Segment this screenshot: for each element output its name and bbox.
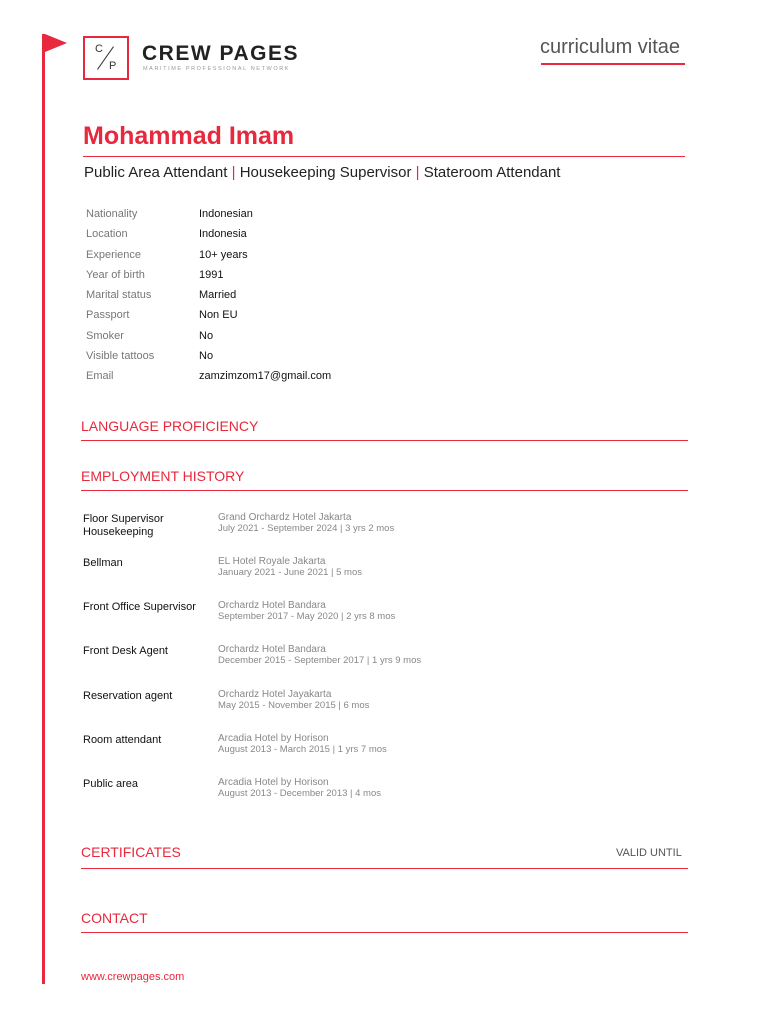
job-company: Orchardz Hotel Jayakarta [218,689,332,700]
info-value: Married [199,289,237,302]
role-separator: | [231,164,236,181]
employment-entry [83,513,683,553]
job-title: Public area [83,778,139,790]
info-label: Marital status [86,289,152,302]
job-title: Front Desk Agent [83,645,168,657]
role-3: Stateroom Attendant [423,164,561,181]
section-divider [81,932,688,933]
info-label: Location [86,228,128,241]
website-link[interactable]: www.crewpages.com [81,971,185,983]
name-divider [83,156,685,157]
job-dates: August 2013 - December 2013 | 4 mos [218,788,382,799]
job-title: Front Office Supervisor [83,601,196,613]
logo-letter-c: C [95,43,103,55]
job-dates: December 2015 - September 2017 | 1 yrs 9 mos [218,655,422,666]
info-label: Experience [86,248,142,261]
certificates-valid-until: VALID UNTIL [616,847,682,859]
email-link[interactable]: zamzimzom17@gmail.com [199,370,332,383]
brand-tagline: MARITIME PROFESSIONAL NETWORK [143,66,291,72]
flag-icon [45,34,67,52]
candidate-roles [84,164,560,181]
job-title: Room attendant [83,734,162,746]
logo-letter-p: P [109,60,117,72]
candidate-name: Mohammad Imam [83,122,295,150]
info-label: Year of birth [86,268,145,281]
job-dates: September 2017 - May 2020 | 2 yrs 8 mos [218,611,396,622]
flag-pole [42,34,45,984]
employment-entry [83,690,683,730]
document-label: curriculum vitae [540,36,681,58]
job-dates: August 2013 - March 2015 | 1 yrs 7 mos [218,744,387,755]
document-label-rule [541,63,685,65]
job-title: Bellman [83,557,123,569]
job-company: Orchardz Hotel Bandara [218,600,326,611]
section-divider [81,490,688,491]
info-value: 10+ years [199,248,248,261]
info-label: Smoker [86,329,124,342]
job-company: EL Hotel Royale Jakarta [218,556,326,567]
role-2: Housekeeping Supervisor [239,164,412,181]
section-divider [81,440,688,441]
info-label: Visible tattoos [86,350,155,363]
employment-entry [83,601,683,641]
section-divider [81,868,688,869]
info-value: Indonesia [199,228,247,241]
job-company: Grand Orchardz Hotel Jakarta [218,512,352,523]
role-separator: | [415,164,420,181]
info-value: No [199,329,214,342]
job-company: Arcadia Hotel by Horison [218,733,329,744]
job-company: Arcadia Hotel by Horison [218,777,329,788]
employment-entry [83,645,683,685]
info-label: Passport [86,309,130,322]
employment-entry [83,778,683,818]
info-label: Nationality [86,208,138,220]
employment-entry [83,734,683,774]
info-value: 1991 [199,268,224,281]
section-title-contact: CONTACT [81,910,148,926]
job-dates: July 2021 - September 2024 | 3 yrs 2 mos [218,523,395,534]
job-title: Reservation agent [83,690,173,702]
info-value: No [199,350,214,363]
job-dates: January 2021 - June 2021 | 5 mos [218,567,363,578]
info-label: Email [86,370,114,383]
section-title-certificates: CERTIFICATES [81,844,181,860]
job-title: Floor Supervisor Housekeeping [83,513,164,538]
info-value: Non EU [199,309,238,322]
brand-name: CREW PAGES [142,42,299,65]
section-title-employment: EMPLOYMENT HISTORY [81,468,245,484]
job-dates: May 2015 - November 2015 | 6 mos [218,700,370,711]
section-title-language: LANGUAGE PROFICIENCY [81,418,259,434]
role-1: Public Area Attendant [84,164,228,181]
job-company: Orchardz Hotel Bandara [218,644,326,655]
info-value: Indonesian [199,208,253,220]
crew-pages-logo [83,36,129,80]
employment-entry [83,557,683,597]
